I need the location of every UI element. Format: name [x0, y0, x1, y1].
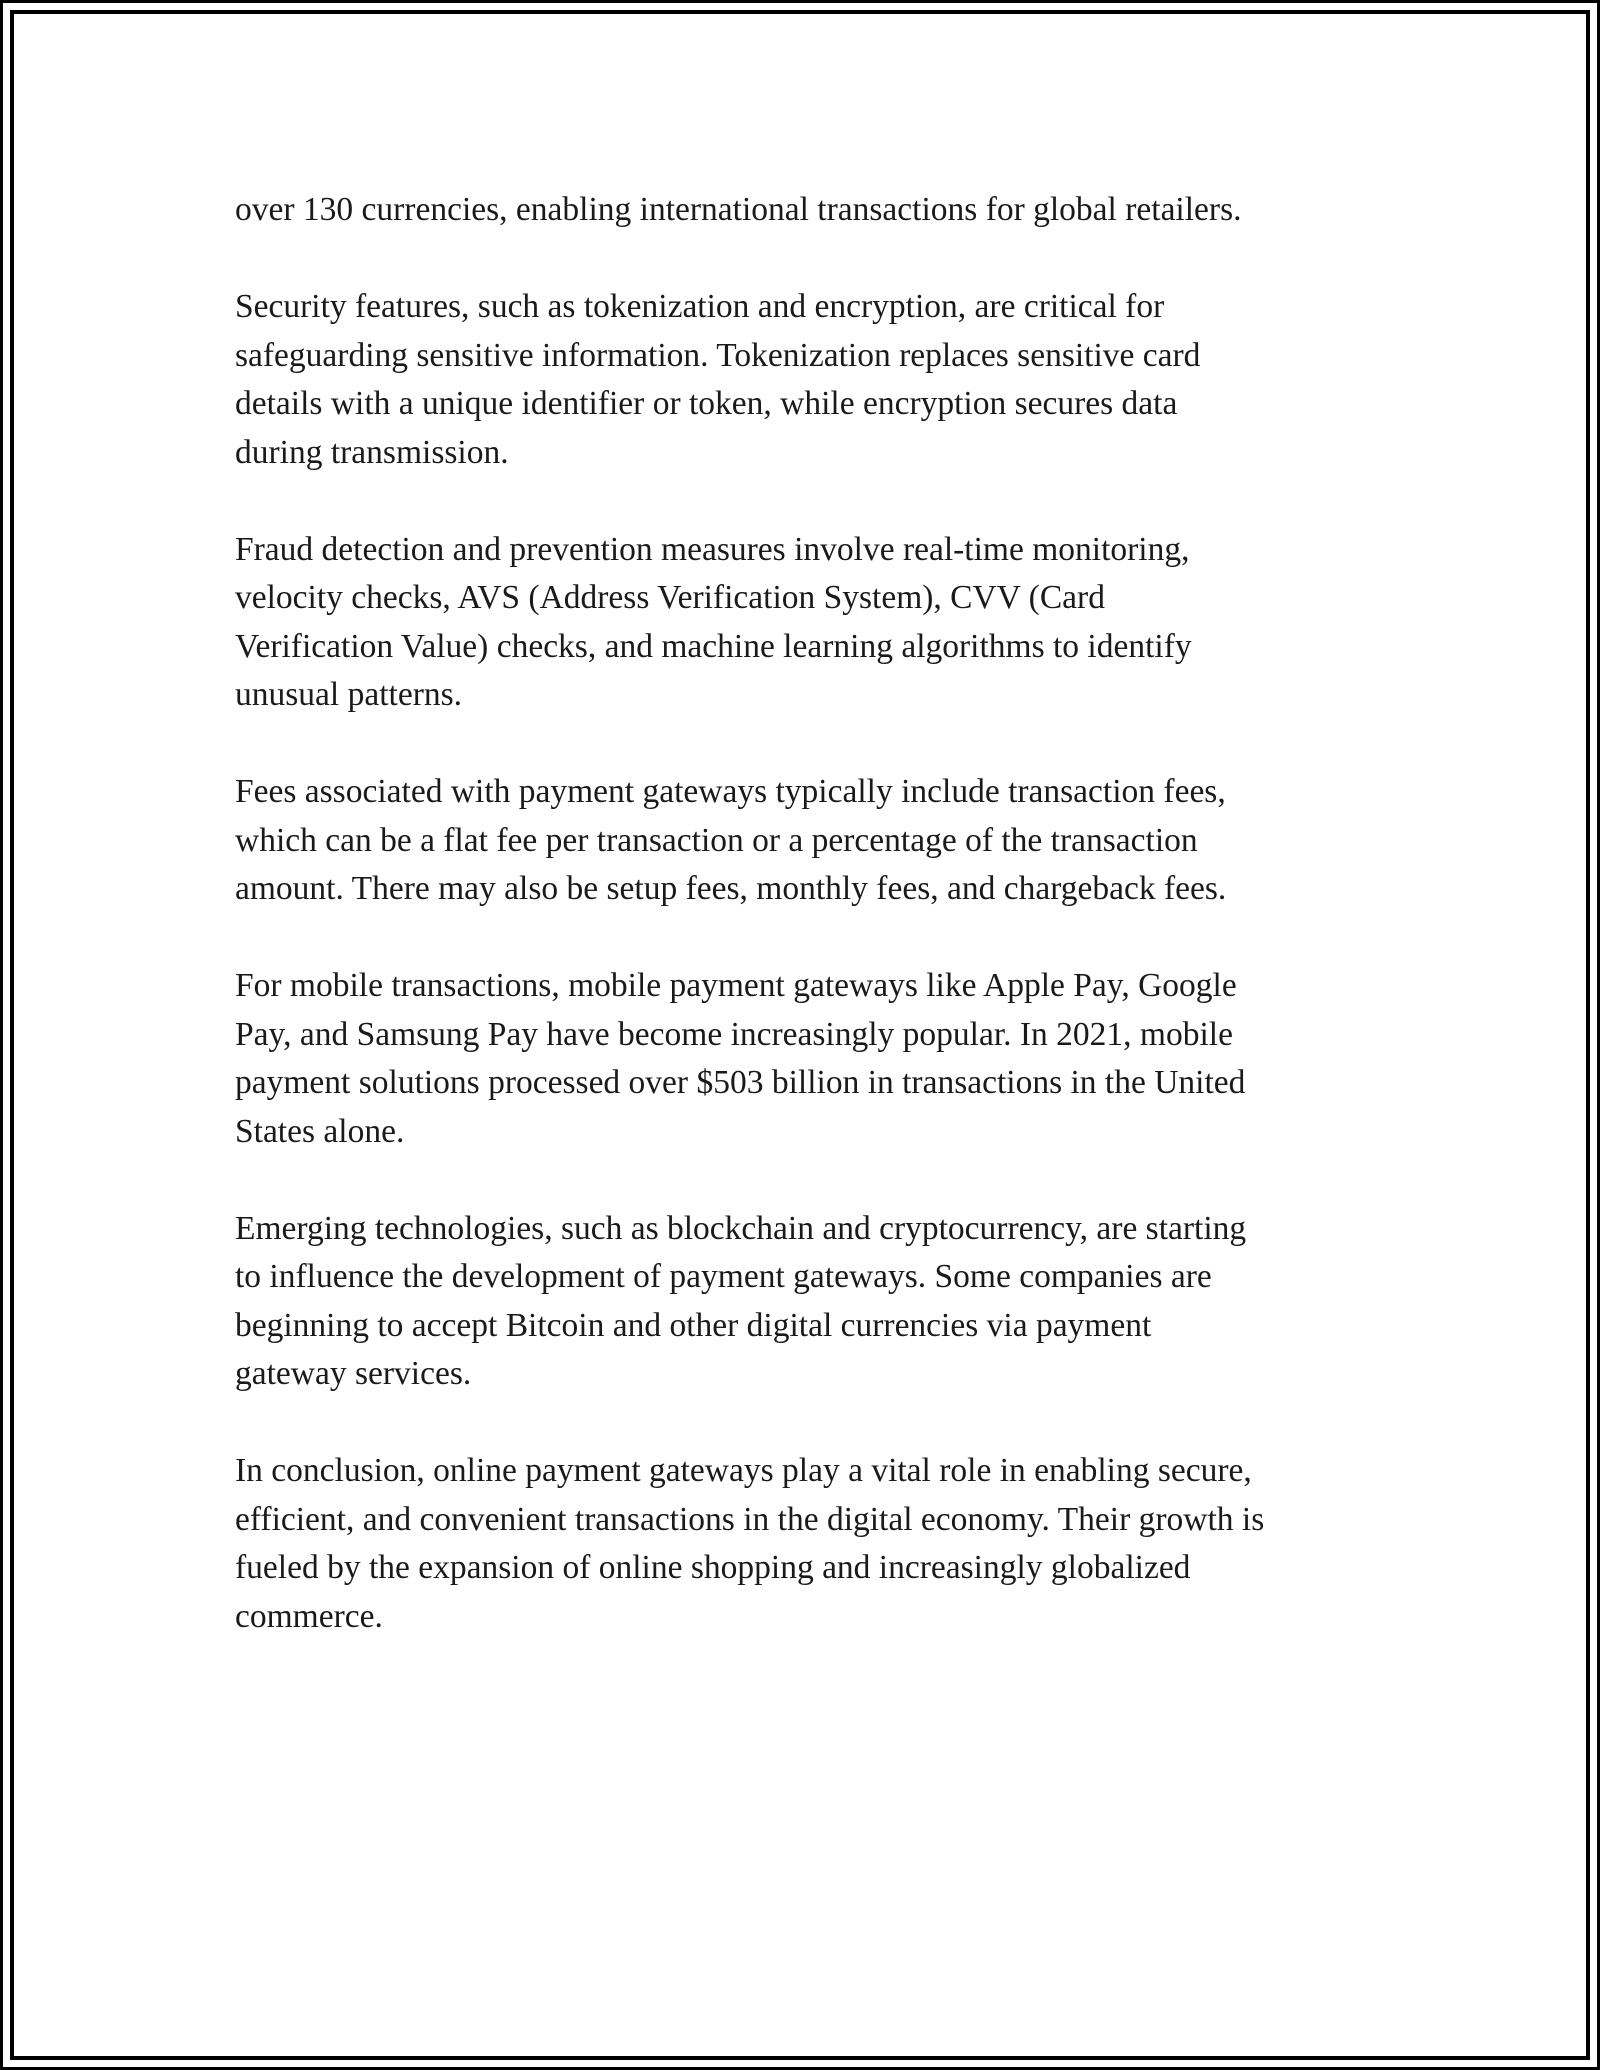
text-line: velocity checks, AVS (Address Verification System), CVV (Card — [235, 579, 1105, 616]
text-line: to influence the development of payment gateways. Some companies are — [235, 1258, 1212, 1295]
paragraph-fees — [235, 768, 1385, 914]
text-line: Pay, and Samsung Pay have become increasingly popular. In 2021, mobile — [235, 1015, 1233, 1053]
text-line: In conclusion, online payment gateways play a vital role in enabling secure, — [235, 1452, 1252, 1489]
document-body — [235, 186, 1385, 1690]
text-line: fueled by the expansion of online shopping and increasingly globalized — [235, 1549, 1191, 1586]
text-line: Verification Value) checks, and machine learning algorithms to identify — [235, 627, 1192, 665]
paragraph-security — [235, 283, 1385, 477]
text-line: details with a unique identifier or token, while encryption secures data — [235, 385, 1178, 422]
text-line: over 130 currencies, enabling international transactions for global retailers. — [235, 191, 1242, 228]
text-line: For mobile transactions, mobile payment gateways like Apple Pay, Google — [235, 967, 1237, 1004]
text-line: during transmission. — [235, 433, 509, 471]
text-line: unusual patterns. — [235, 676, 463, 713]
text-line: amount. There may also be setup fees, monthly fees, and chargeback fees. — [235, 870, 1227, 907]
text-line: safeguarding sensitive information. Tokenization replaces sensitive card — [235, 336, 1201, 374]
paragraph-currencies — [235, 186, 1385, 235]
text-line: Security features, such as tokenization and encryption, are critical for — [235, 288, 1165, 325]
text-line: Emerging technologies, such as blockchain and cryptocurrency, are starting — [235, 1209, 1247, 1247]
text-line: Fees associated with payment gateways typically include transaction fees, — [235, 773, 1226, 810]
text-line: which can be a flat fee per transaction or a percentage of the transaction — [235, 821, 1198, 859]
text-line: States alone. — [235, 1112, 405, 1150]
text-line: payment solutions processed over $503 billion in transactions in the United — [235, 1064, 1246, 1101]
paragraph-mobile — [235, 962, 1385, 1156]
paragraph-conclusion — [235, 1447, 1385, 1641]
text-line: gateway services. — [235, 1355, 472, 1392]
paragraph-fraud-detection — [235, 526, 1385, 720]
text-line: Fraud detection and prevention measures involve real-time monitoring, — [235, 530, 1190, 568]
paragraph-emerging-tech — [235, 1205, 1385, 1399]
text-line: commerce. — [235, 1597, 383, 1635]
text-line: beginning to accept Bitcoin and other digital currencies via payment — [235, 1306, 1152, 1344]
text-line: efficient, and convenient transactions in the digital economy. Their growth is — [235, 1500, 1265, 1538]
